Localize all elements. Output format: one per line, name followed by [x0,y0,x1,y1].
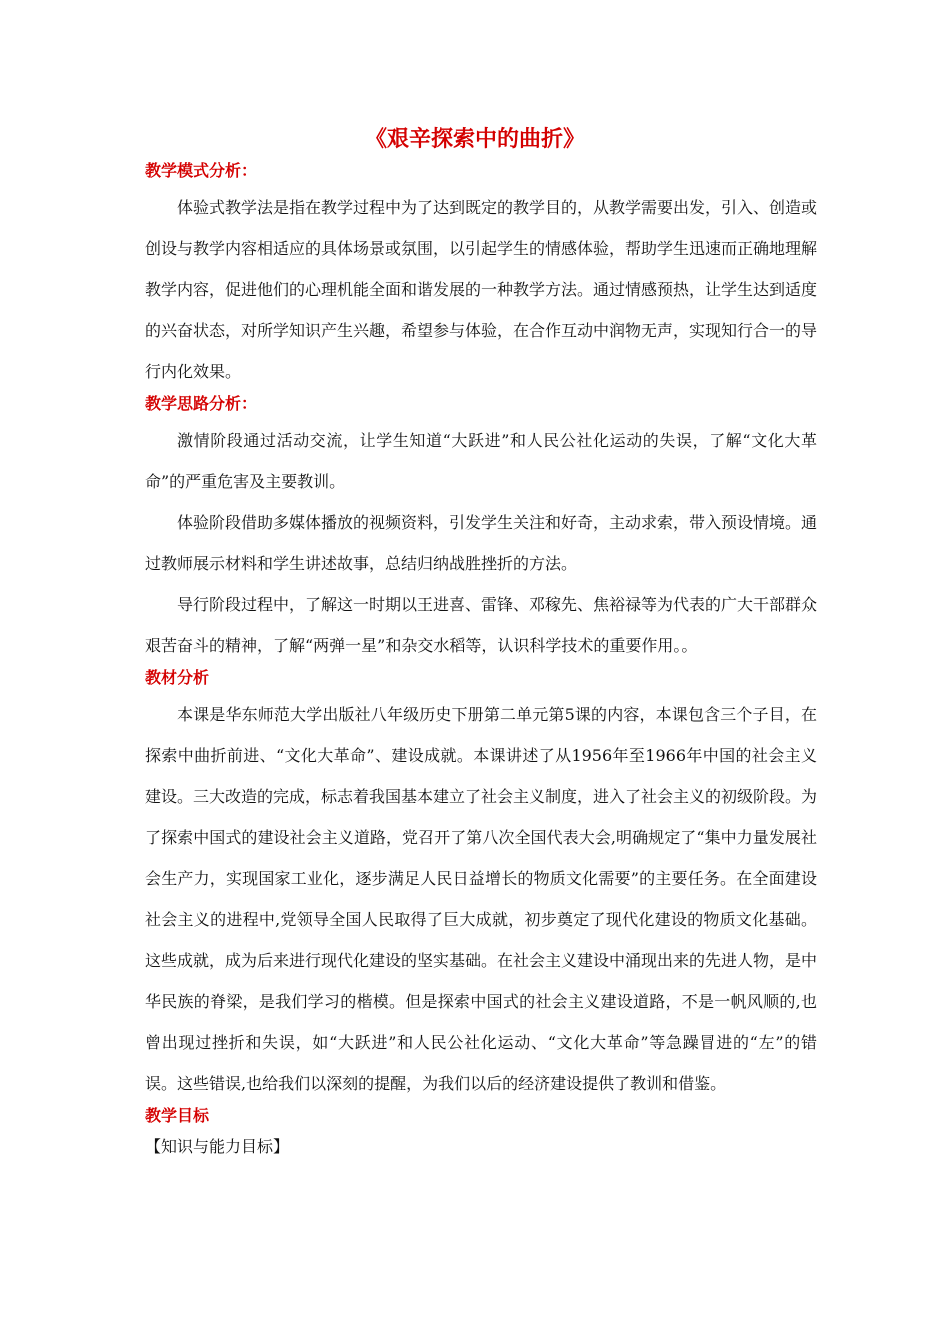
document-title: 《艰辛探索中的曲折》 [364,126,585,152]
section-heading-material: 教材分析 [145,668,210,687]
paragraph-idea-3: 导行阶段过程中，了解这一时期以王进喜、雷锋、邓稼先、焦裕禄等为代表的广大干部群众艰苦奋斗的精神，了解“两弹一星”和杂交水稻等，认识科学技术的重要作用。。 [145,595,818,655]
paragraph-idea-2: 体验阶段借助多媒体播放的视频资料，引发学生关注和好奇，主动求索，带入预设情境。通过教师展示材料和学生讲述故事，总结归纳战胜挫折的方法。 [145,513,818,573]
paragraph-material: 本课是华东师范大学出版社八年级历史下册第二单元第5课的内容，本课包含三个子目，在探索中曲折前进、“文化大革命”、建设成就。本课讲述了从1956年至1966年中国的社会主义建设。三大改造的完成，标志着我国基本建立了社会主义制度，进入了社会主义的初级阶段。为了探索中国式的建设社会主义道路，党召开了第八次全国代表大会,明确规定了“集中力量发展社会生产力，实现国家工业化，逐步满足人民日益增长的物质文化需要”的主要任务。在全面建设社会主义的进程中,党领导全国人民取得了巨大成就，初步奠定了现代化建设的物质文化基础。这些成就，成为后来进行现代化建设的坚实基础。在社会主义建设中涌现出来的先进人物，是中华民族的脊梁，是我们学习的楷模。但是探索中国式的社会主义建设道路，不是一帆风顺的,也曾出现过挫折和失误，如“大跃进”和人民公社化运动、“文化大革命”等急躁冒进的“左”的错误。这些错误,也给我们以深刻的提醒，为我们以后的经济建设提供了教训和借鉴。 [145,705,818,1093]
document-body [145,160,817,1159]
section-heading-teaching-mode: 教学模式分析： [145,161,258,180]
subheading-knowledge-ability: 【知识与能力目标】 [145,1137,290,1156]
paragraph-idea-1: 激情阶段通过活动交流，让学生知道“大跃进”和人民公社化运动的失误，了解“文化大革命”的严重危害及主要教训。 [145,431,817,491]
paragraph-teaching-mode: 体验式教学法是指在教学过程中为了达到既定的教学目的，从教学需要出发，引入、创造或创设与教学内容相适应的具体场景或氛围，以引起学生的情感体验，帮助学生迅速而正确地理解教学内容，促进他们的心理机能全面和谐发展的一种教学方法。通过情感预热，让学生达到适度的兴奋状态，对所学知识产生兴趣，希望参与体验，在合作互动中润物无声，实现知行合一的导行内化效果。 [145,198,818,381]
section-heading-goals: 教学目标 [145,1106,210,1125]
section-heading-teaching-idea: 教学思路分析： [145,394,258,413]
